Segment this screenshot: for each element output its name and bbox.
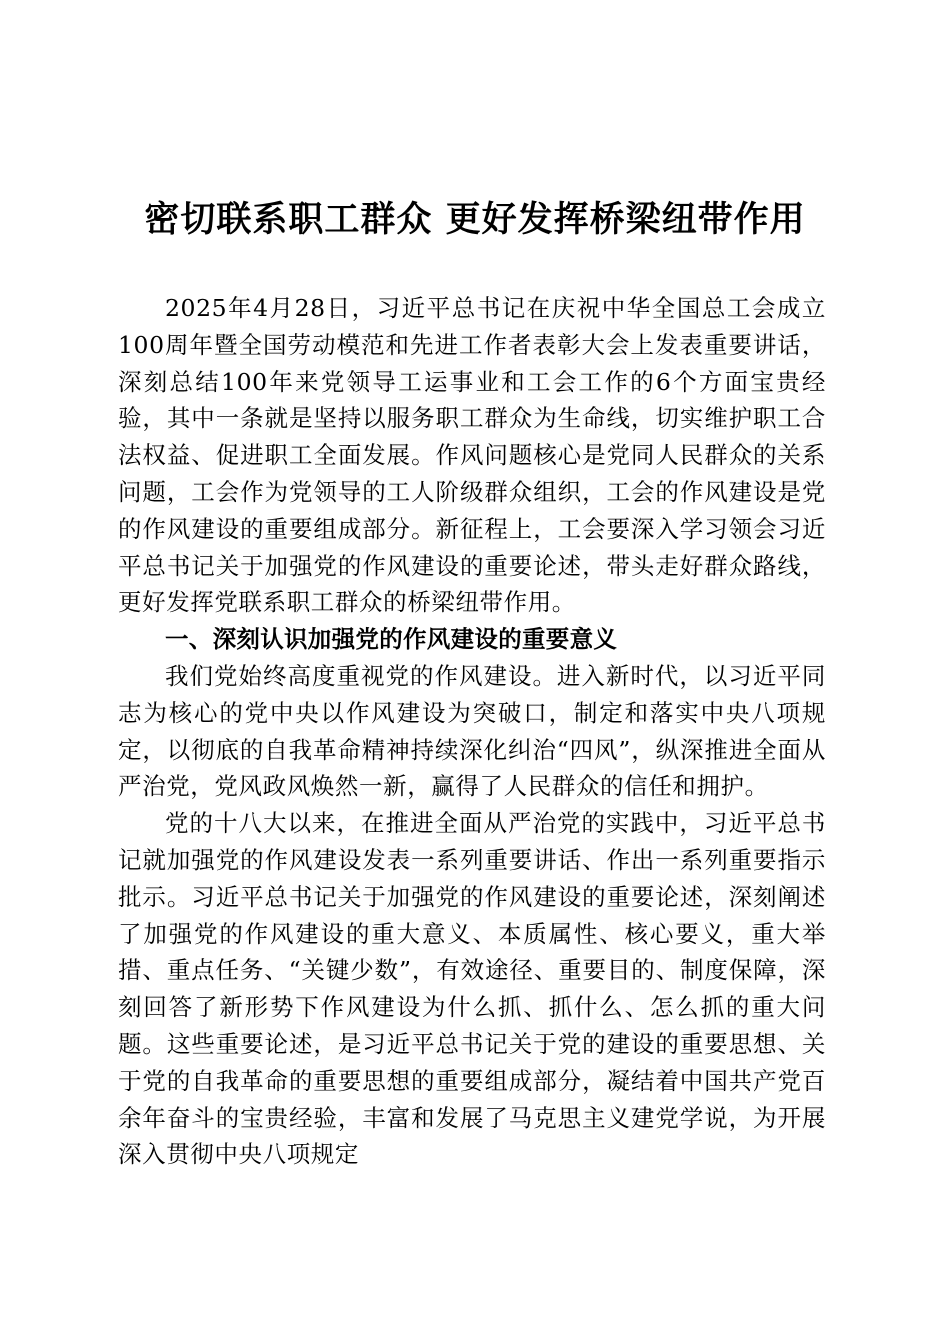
document-body bbox=[118, 290, 826, 1173]
section-heading: 一、深刻认识加强党的作风建设的重要意义 bbox=[165, 625, 618, 654]
document-title: 密切联系职工群众 更好发挥桥梁纽带作用 bbox=[144, 199, 806, 240]
section-paragraph: 我们党始终高度重视党的作风建设。进入新时代，以习近平同志为核心的党中央以作风建设为突破口，制定和落实中央八项规定，以彻底的自我革命精神持续深化纠治“四风”，纵深推进全面从严治党，党风政风焕然一新，赢得了人民群众的信任和拥护。 bbox=[118, 661, 826, 801]
intro-paragraph: 2025年4月28日，习近平总书记在庆祝中华全国总工会成立100周年暨全国劳动模范和先进工作者表彰大会上发表重要讲话，深刻总结100年来党领导工运事业和工会工作的6个方面宝贵经验，其中一条就是坚持以服务职工群众为生命线，切实维护职工合法权益、促进职工全面发展。作风问题核心是党同人民群众的关系问题，工会作为党领导的工人阶级群众组织，工会的作风建设是党的作风建设的重要组成部分。新征程上，工会要深入学习领会习近平总书记关于加强党的作风建设的重要论述，带头走好群众路线，更好发挥党联系职工群众的桥梁纽带作用。 bbox=[118, 294, 826, 617]
section-paragraph: 党的十八大以来，在推进全面从严治党的实践中，习近平总书记就加强党的作风建设发表一系列重要讲话、作出一系列重要指示批示。习近平总书记关于加强党的作风建设的重要论述，深刻阐述了加强党的作风建设的重大意义、本质属性、核心要义，重大举措、重点任务、“关键少数”，有效途径、重要目的、制度保障，深刻回答了新形势下作风建设为什么抓、抓什么、怎么抓的重大问题。这些重要论述，是习近平总书记关于党的建设的重要思想、关于党的自我革命的重要思想的重要组成部分，凝结着中国共产党百余年奋斗的宝贵经验，丰富和发展了马克思主义建党学说，为开展深入贯彻中央八项规定 bbox=[118, 809, 826, 1169]
